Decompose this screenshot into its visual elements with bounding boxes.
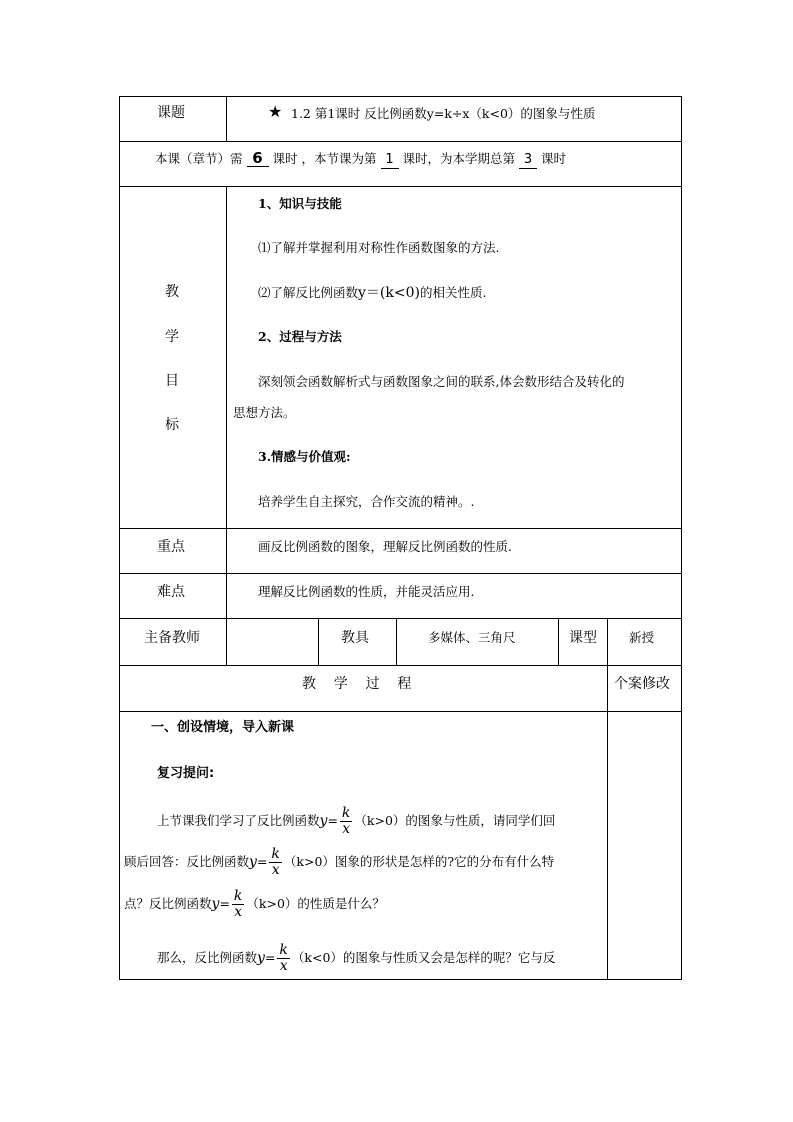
table-border — [558, 618, 559, 666]
fraction-numerator: k — [341, 805, 351, 821]
tools-label: 教具 — [341, 630, 369, 646]
objective-text: ⑵了解反比例函数 — [258, 285, 359, 300]
objectives-label-char: 学 — [165, 329, 179, 345]
table-border — [226, 186, 227, 666]
table-border — [119, 665, 682, 666]
objective-heading: 1、知识与技能 — [258, 196, 342, 211]
table-border — [226, 96, 227, 142]
table-border — [119, 618, 682, 619]
var-y: y — [319, 813, 328, 829]
paragraph-line — [124, 845, 554, 879]
paragraph-text: 那么，反比例函数 — [157, 950, 258, 965]
table-border — [318, 618, 319, 666]
lesson-type-value: 新授 — [629, 630, 655, 645]
topic-title: 1.2 第1课时 反比例函数y=k÷x（k<0）的图象与性质 — [291, 106, 596, 121]
table-border — [681, 96, 682, 980]
section-heading: 一、创设情境，导入新课 — [151, 720, 295, 735]
process-title: 教 学 过 程 — [302, 676, 412, 692]
fraction-k-over-x — [277, 943, 289, 974]
table-border — [119, 979, 682, 980]
equals-sign: = — [327, 813, 338, 828]
equals-sign: = — [219, 896, 230, 911]
objectives-label-char: 教 — [165, 284, 179, 300]
hours-total: 6 — [247, 150, 269, 167]
var-y: y — [249, 854, 257, 870]
paragraph-text: （k>0）图象的形状是怎样的?它的分布有什么特 — [283, 854, 555, 869]
fraction-denominator: x — [271, 862, 280, 878]
hours-text: 课时 ，本节课为第 — [272, 151, 377, 166]
objective-text: 思想方法。 — [233, 405, 296, 420]
objective-heading: 2、过程与方法 — [258, 329, 342, 344]
tools-value: 多媒体、三角尺 — [428, 630, 516, 645]
paragraph-text: （k>0）的图象与性质，请同学们回 — [354, 813, 556, 828]
table-border — [607, 618, 608, 980]
hours-line — [155, 150, 566, 169]
revision-label: 个案修改 — [614, 676, 670, 692]
var-y: y — [211, 896, 220, 912]
hours-current: 1 — [381, 152, 399, 169]
key-label: 重点 — [157, 539, 185, 555]
table-border — [119, 186, 682, 187]
objective-text: 深刻领会函数解析式与函数图象之间的联系,体会数形结合及转化的 — [258, 374, 625, 389]
paragraph-text: 点？反比例函数 — [124, 896, 212, 911]
objectives-label-char: 目 — [165, 373, 179, 389]
hours-text: 课时 — [541, 151, 567, 166]
key-text: 画反比例函数的图象，理解反比例函数的性质. — [258, 539, 512, 554]
paragraph-line — [157, 804, 555, 838]
equals-sign: = — [256, 854, 268, 869]
var-y: y — [257, 950, 265, 966]
paragraph-text: （k<0）的图象与性质又会是怎样的呢？它与反 — [291, 950, 556, 965]
objectives-label-char: 标 — [165, 417, 179, 433]
objective-text: 的相关性质. — [419, 285, 487, 300]
fraction-denominator: x — [342, 821, 351, 837]
table-border — [396, 618, 397, 666]
objective-item — [258, 285, 486, 301]
objective-text: 培养学生自主探究，合作交流的精神。. — [258, 494, 475, 509]
fraction-denominator: x — [234, 904, 243, 920]
fraction-numerator: k — [233, 888, 243, 904]
table-border — [119, 96, 120, 980]
hours-text: 本课（章节）需 — [155, 151, 243, 166]
star-icon: ★ — [268, 102, 283, 121]
difficulty-text: 理解反比例函数的性质，并能灵活应用. — [258, 584, 475, 599]
topic-label: 课题 — [157, 105, 185, 121]
objective-heading: 3.情感与价值观: — [258, 449, 351, 464]
fraction-denominator: x — [279, 958, 288, 974]
fraction-k-over-x — [340, 806, 352, 837]
paragraph-line — [124, 887, 385, 921]
table-border — [119, 528, 682, 529]
table-border — [119, 573, 682, 574]
fraction-numerator: k — [279, 942, 288, 958]
paragraph-text: （k>0）的性质是什么？ — [246, 896, 385, 911]
hours-text: 课时，为本学期总第 — [402, 151, 516, 166]
objective-item: ⑴了解并掌握利用对称性作函数图象的方法. — [258, 240, 500, 255]
table-border — [119, 711, 682, 712]
equals-sign: = — [264, 950, 276, 965]
table-border — [119, 96, 682, 97]
fraction-k-over-x — [269, 847, 281, 878]
fraction-numerator: k — [271, 846, 280, 862]
paragraph-line — [157, 941, 555, 975]
review-heading: 复习提问: — [157, 766, 215, 781]
difficulty-label: 难点 — [157, 584, 185, 600]
lesson-type-label: 课型 — [569, 630, 597, 646]
paragraph-text: 顾后回答：反比例函数 — [124, 854, 250, 869]
table-border — [119, 141, 682, 142]
formula: y＝(k<0) — [358, 285, 420, 301]
hours-term-total: 3 — [519, 152, 537, 169]
paragraph-text: 上节课我们学习了反比例函数 — [157, 813, 320, 828]
teacher-label: 主备教师 — [144, 630, 200, 646]
fraction-k-over-x — [232, 889, 244, 920]
